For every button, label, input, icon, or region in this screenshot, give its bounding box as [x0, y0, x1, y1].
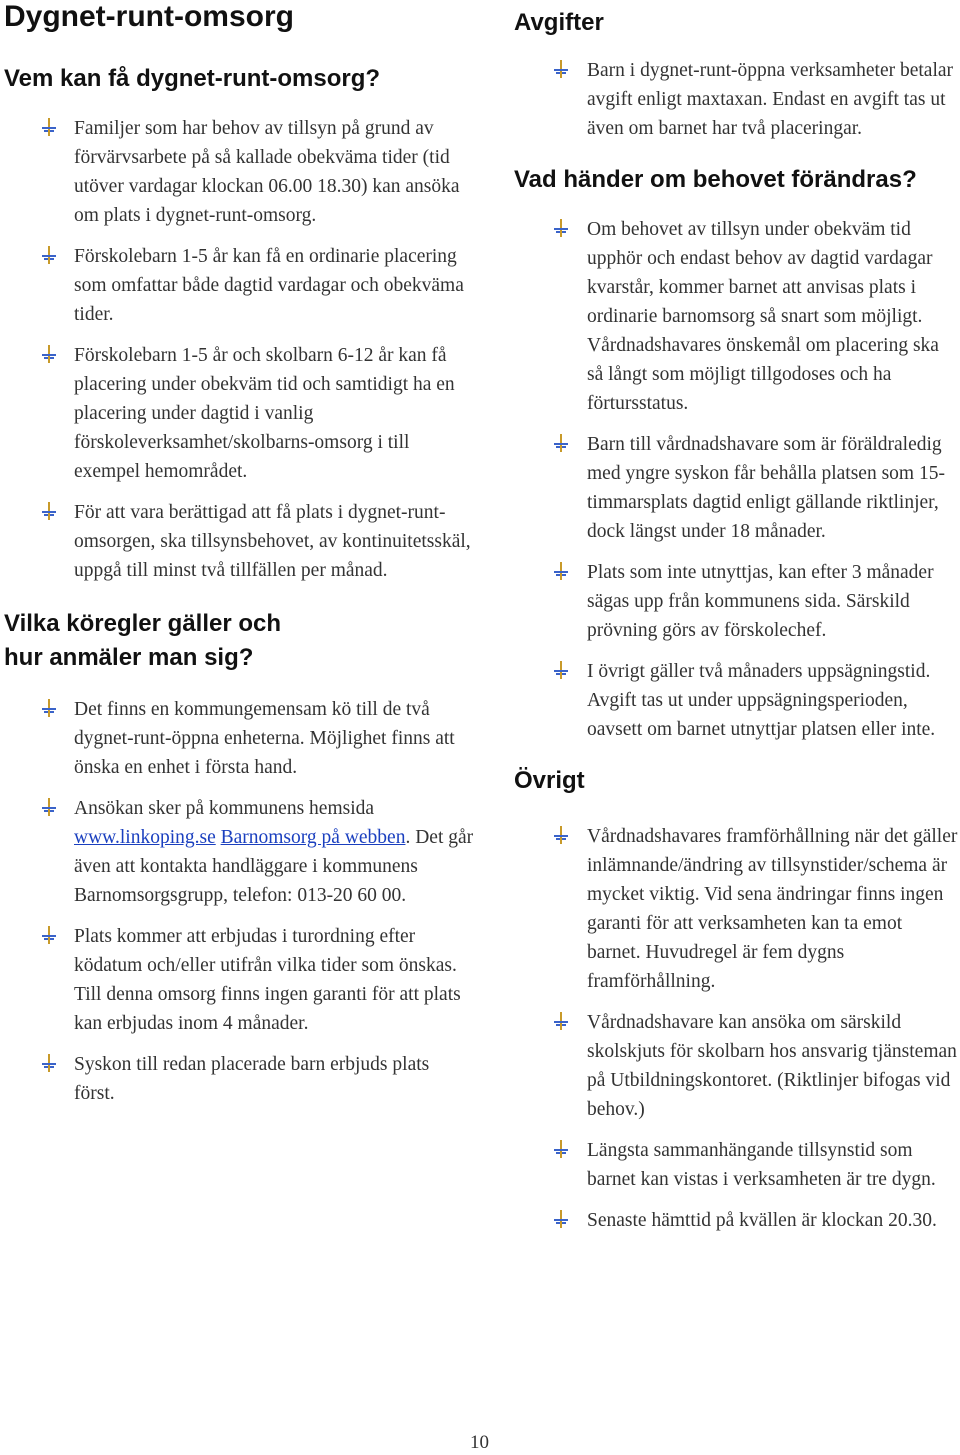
bullet-list-other — [514, 822, 960, 1235]
list-item — [514, 56, 960, 143]
list-item — [4, 695, 474, 782]
pushpin-bullet-icon — [40, 798, 58, 816]
list-item-text-before: Ansökan sker på kommunens hemsida — [74, 798, 375, 819]
pushpin-bullet-icon — [552, 826, 570, 844]
pushpin-bullet-icon — [552, 661, 570, 679]
list-item — [4, 922, 474, 1038]
pushpin-bullet-icon — [552, 434, 570, 452]
list-item — [514, 657, 960, 744]
barnomsorg-pa-webben-link[interactable]: Barnomsorg på webben — [220, 827, 406, 848]
pushpin-bullet-icon — [552, 219, 570, 237]
section-heading-other: Övrigt — [514, 767, 585, 794]
bullet-list-queue-rules — [4, 695, 474, 1108]
pushpin-bullet-icon — [40, 502, 58, 520]
left-column — [4, 0, 474, 1120]
list-item-text: Familjer som har behov av tillsyn på grund av förvärvsarbete på så kallade obekväma tider (tid utöver vardagar klockan 06.00 18.30) kan ansöka om plats i dygnet-runt-omsorg. — [74, 118, 460, 226]
list-item — [4, 242, 474, 329]
list-item — [4, 341, 474, 486]
section-heading-changed-needs: Vad händer om behovet förändras? — [514, 166, 917, 193]
list-item-text: Vårdnadshavares framförhållning när det gäller inlämnande/ändring av tillsynstider/schema är mycket viktig. Vid sena ändringar finns ingen garanti för att verksamheten kan ta emot barnet. Huvudregel är fem dygns framförhållning. — [587, 826, 958, 992]
section-heading-who-qualifies: Vem kan få dygnet-runt-omsorg? — [4, 65, 381, 92]
list-item-text: Det finns en kommungemensam kö till de två dygnet-runt-öppna enheterna. Möjlighet finns att önska en enhet i första hand. — [74, 699, 455, 778]
pushpin-bullet-icon — [40, 246, 58, 264]
list-item-text: Syskon till redan placerade barn erbjuds plats först. — [74, 1054, 430, 1104]
document-title: Dygnet-runt-omsorg — [4, 0, 294, 33]
list-item — [4, 1050, 474, 1108]
list-item — [514, 215, 960, 418]
bullet-list-changed-needs — [514, 215, 960, 744]
pushpin-bullet-icon — [552, 562, 570, 580]
linkoping-website-link[interactable]: www.linkoping.se — [74, 827, 216, 848]
pushpin-bullet-icon — [40, 118, 58, 136]
list-item-text: Barn i dygnet-runt-öppna verksamheter betalar avgift enligt maxtaxan. Endast en avgift tas ut även om barnet har två placeringar. — [587, 60, 954, 139]
heading-line: Vilka köregler gäller och — [4, 610, 282, 637]
list-item-text: Vårdnadshavare kan ansöka om särskild skolskjuts för skolbarn hos ansvarig tjänsteman på Utbildningskontoret. (Riktlinjer bifogas vid behov.) — [587, 1012, 957, 1120]
list-item-text: Senaste hämttid på kvällen är klockan 20.30. — [587, 1210, 937, 1231]
bullet-list-who-qualifies — [4, 114, 474, 585]
list-item — [4, 498, 474, 585]
list-item-text: Förskolebarn 1-5 år kan få en ordinarie placering som omfattar både dagtid vardagar och obekväma tider. — [74, 246, 464, 325]
list-item-text: För att vara berättigad att få plats i dygnet-runt-omsorgen, ska tillsynsbehovet, av kontinuitetsskäl, uppgå till minst två tillfällen per månad. — [74, 502, 471, 581]
pushpin-bullet-icon — [552, 1140, 570, 1158]
list-item-text: Om behovet av tillsyn under obekväm tid upphör och endast behov av dagtid vardagar kvarstår, kommer barnet att anvisas plats i ordinarie barnomsorg så snart som möjligt. Vårdnadshavares önskemål om placering ska så långt som möjligt tillgodoses och ha förtursstatus. — [587, 219, 939, 414]
list-item-text-after: . Det går även att kontakta handläggare i kommunens Barnomsorgsgrupp, telefon: 013-20 60 00. — [74, 827, 474, 906]
pushpin-bullet-icon — [552, 60, 570, 78]
list-item — [514, 430, 960, 546]
list-item-text: Längsta sammanhängande tillsynstid som barnet kan vistas i verksamheten är tre dygn. — [587, 1140, 936, 1190]
pushpin-bullet-icon — [40, 345, 58, 363]
bullet-list-fees — [514, 56, 960, 143]
section-heading-fees: Avgifter — [514, 9, 604, 36]
page-number: 10 — [470, 1432, 489, 1453]
section-heading-queue-rules — [4, 607, 474, 675]
pushpin-bullet-icon — [40, 1054, 58, 1072]
list-item — [514, 822, 960, 996]
right-column — [514, 0, 960, 1247]
list-item-text: Förskolebarn 1-5 år och skolbarn 6-12 år kan få placering under obekväm tid och samtidigt ha en placering under dagtid i vanlig förskoleverksamhet/skolbarns-omsorg i till exempel hemområdet. — [74, 345, 455, 482]
list-item-text: Plats som inte utnyttjas, kan efter 3 månader sägas upp från kommunens sida. Särskild prövning görs av förskolechef. — [587, 562, 934, 641]
heading-line: hur anmäler man sig? — [4, 644, 254, 671]
pushpin-bullet-icon — [40, 699, 58, 717]
list-item — [4, 794, 474, 910]
list-item — [4, 114, 474, 230]
list-item-text: Plats kommer att erbjudas i turordning efter ködatum och/eller utifrån vilka tider som önskas. Till denna omsorg finns ingen garanti för att plats kan erbjudas inom 4 månader. — [74, 926, 461, 1034]
list-item-text: Barn till vårdnadshavare som är föräldraledig med yngre syskon får behålla platsen som 15-timmarsplats dagtid enligt gällande riktlinjer, dock längst under 18 månader. — [587, 434, 945, 542]
pushpin-bullet-icon — [40, 926, 58, 944]
list-item-text: I övrigt gäller två månaders uppsägningstid. Avgift tas ut under uppsägningsperioden, oavsett om barnet utnyttjar platsen eller inte. — [587, 661, 936, 740]
pushpin-bullet-icon — [552, 1012, 570, 1030]
list-item — [514, 1206, 960, 1235]
list-item — [514, 1136, 960, 1194]
list-item — [514, 1008, 960, 1124]
list-item — [514, 558, 960, 645]
pushpin-bullet-icon — [552, 1210, 570, 1228]
